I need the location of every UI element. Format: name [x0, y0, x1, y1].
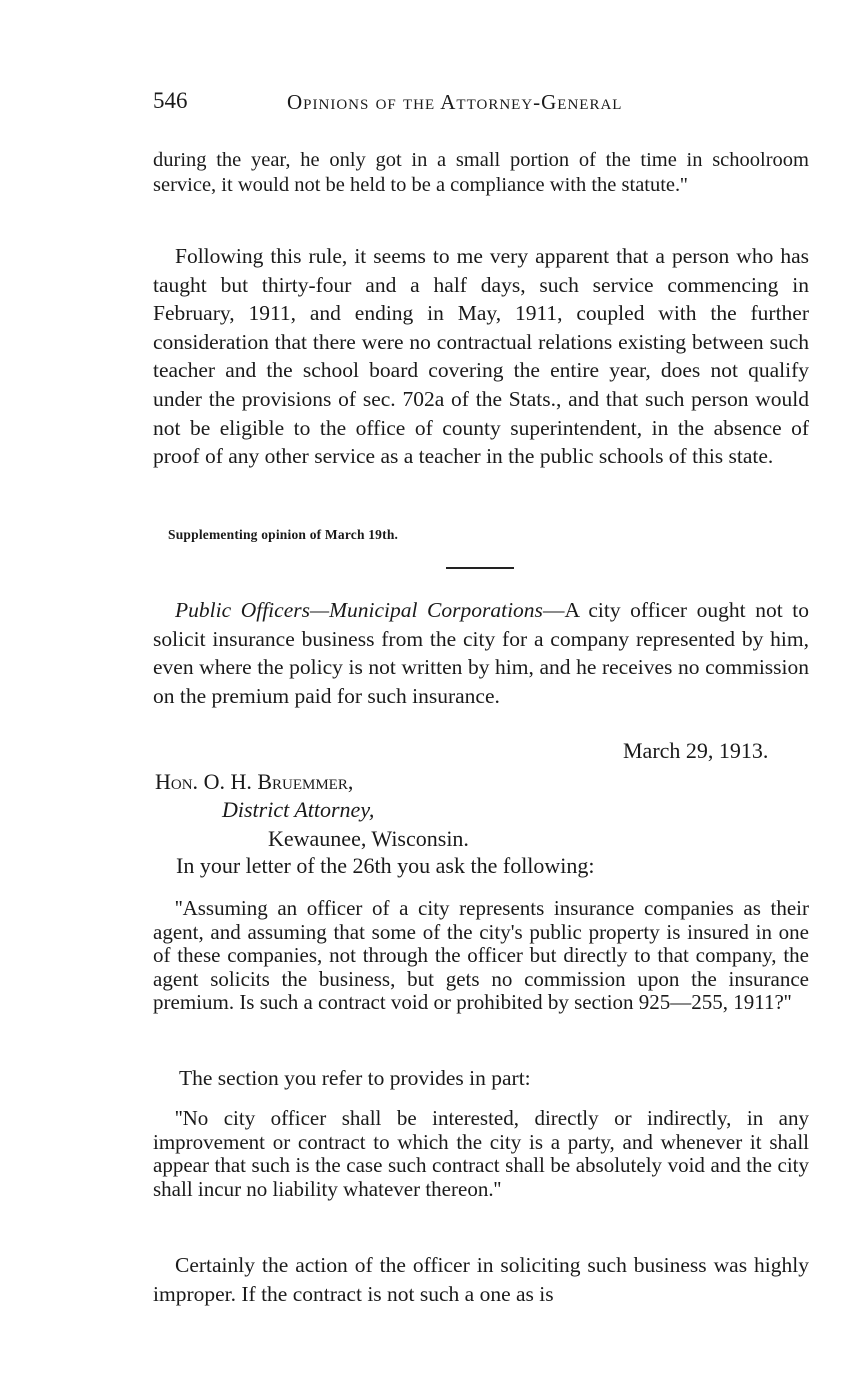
syllabus-text: —A city officer ought not to solicit insurance business from the city for a company represented by him, even where the policy is not written by him, and he receives no commission on the premium paid for such insurance. [153, 598, 809, 708]
page-number: 546 [153, 88, 188, 113]
addressee-honorific: Hon. [155, 769, 199, 794]
addressee-title: District Attorney, [222, 797, 375, 822]
question-quote: ''Assuming an officer of a city represents insurance companies as their agent, and assuming that some of the city's public property is insured in one of these companies, not through the officer but directly to that company, the agent solicits the business, but gets no commission upon the insurance premium. Is such a contract void or prohibited by section 925—255, 1911?'' [153, 896, 809, 1014]
statute-quote: ''No city officer shall be interested, directly or indirectly, in any improvement or contract to which the city is a party, and whenever it shall appear that such is the case such contract shall be absolutely void and the city shall incur no liability whatever thereon.'' [153, 1106, 809, 1201]
continuation-paragraph: during the year, he only got in a small portion of the time in schoolroom service, it would not be held to be a compliance with the statute.'' [153, 149, 809, 196]
section-refer-line: The section you refer to provides in part: [179, 1066, 531, 1090]
certainly-paragraph: Certainly the action of the officer in soliciting such business was highly improper. If the contract is not such a one as is [153, 1253, 809, 1306]
syllabus-paragraph [153, 596, 809, 710]
addressee-line [155, 769, 353, 795]
syllabus-topic: Public Officers—Municipal Corporations [175, 598, 543, 622]
section-divider [446, 567, 514, 569]
intro-line: In your letter of the 26th you ask the following: [176, 853, 595, 878]
addressee-location: Kewaunee, Wisconsin. [268, 826, 469, 851]
letter-date: March 29, 1913. [623, 738, 769, 763]
page-header [153, 88, 813, 122]
supplement-note: Supplementing opinion of March 19th. [168, 527, 399, 542]
addressee-name: O. H. Bruemmer, [203, 769, 354, 794]
running-head: Opinions of the Attorney-General [287, 90, 623, 114]
following-paragraph: Following this rule, it seems to me very apparent that a person who has taught but thirty-four and a half days, such service commencing in February, 1911, and ending in May, 1911, coupled with the further consideration that there were no contractual relations existing between such teacher and the school board covering the entire year, does not qualify under the provisions of sec. 702a of the Stats., and that such person would not be eligible to the office of county superintendent, in the absence of proof of any other service as a teacher in the public schools of this state. [153, 244, 809, 469]
